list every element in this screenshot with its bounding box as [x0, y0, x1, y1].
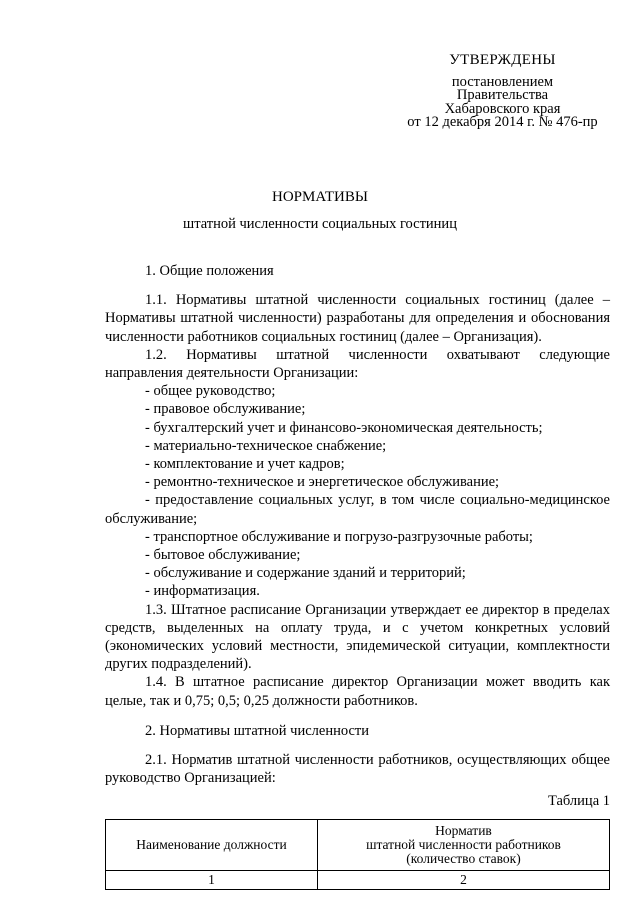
paragraph: 1.4. В штатное расписание директор Организации может вводить как целые, так и 0,75; 0,5; 0,25 должности работников. — [105, 674, 610, 709]
paragraph: 2.1. Норматив штатной численности работников, осуществляющих общее руководство Организацией: — [105, 752, 610, 787]
list-item: - предоставление социальных услуг, в том числе социально-медицинское обслуживание; — [105, 492, 610, 527]
list-item: - комплектование и учет кадров; — [145, 456, 345, 473]
list-item: - обслуживание и содержание зданий и территорий; — [145, 565, 466, 582]
approval-block — [395, 54, 610, 130]
list-item: - общее руководство; — [145, 383, 276, 400]
column-header-line: Норматив — [435, 822, 492, 838]
approval-date-line: от 12 декабря 2014 г. № 476-пр — [407, 114, 598, 130]
document-title-block — [0, 189, 640, 233]
list-item: - информатизация. — [145, 583, 260, 600]
list-item: - правовое обслуживание; — [145, 401, 306, 418]
approval-line: постановлением — [451, 73, 554, 90]
document-title: НОРМАТИВЫ — [272, 189, 368, 205]
document-body — [105, 262, 610, 890]
section-heading: 2. Нормативы штатной численности — [145, 722, 369, 739]
list-item: - транспортное обслуживание и погрузо-разгрузочные работы; — [145, 528, 533, 545]
column-number: 1 — [106, 870, 318, 889]
paragraph: 1.2. Нормативы штатной численности охватывают следующие направления деятельности Организации: — [105, 346, 610, 382]
column-header-norm — [318, 819, 610, 870]
approval-heading: УТВЕРЖДЕНЫ — [449, 52, 556, 68]
column-header-position — [106, 819, 318, 870]
list-item: - бытовое обслуживание; — [145, 547, 301, 564]
section-heading: 1. Общие положения — [145, 263, 274, 279]
approval-line: Правительства — [456, 87, 549, 103]
column-header-line: штатной численности работников — [366, 836, 561, 852]
paragraph: 1.1. Нормативы штатной численности социальных гостиниц (далее – Нормативы штатной численности) разработаны для определения и обоснования численности работников социальных гостиниц (далее – Организация). — [105, 292, 610, 345]
list-item: - ремонтно-техническое и энергетическое обслуживание; — [145, 474, 500, 491]
table-caption: Таблица 1 — [547, 793, 610, 810]
column-number: 2 — [318, 870, 610, 889]
staff-norms-table — [105, 819, 610, 890]
list-item: - материально-техническое снабжение; — [145, 437, 387, 454]
list-item: - бухгалтерский учет и финансово-экономическая деятельность; — [145, 419, 543, 436]
approval-line: Хабаровского края — [444, 100, 561, 117]
column-header-label: Наименование должности — [136, 836, 287, 852]
column-number-row — [106, 870, 610, 889]
document-subtitle: штатной численности социальных гостиниц — [183, 216, 457, 232]
column-header-line: (количество ставок) — [406, 850, 521, 866]
table-header-row — [106, 819, 610, 870]
paragraph: 1.3. Штатное расписание Организации утверждает ее директор в пределах средств, выделенных на оплату труда, и с учетом конкретных условий (экономических условий местности, эпидемической ситуации, комплектности других подразделений). — [105, 601, 610, 673]
